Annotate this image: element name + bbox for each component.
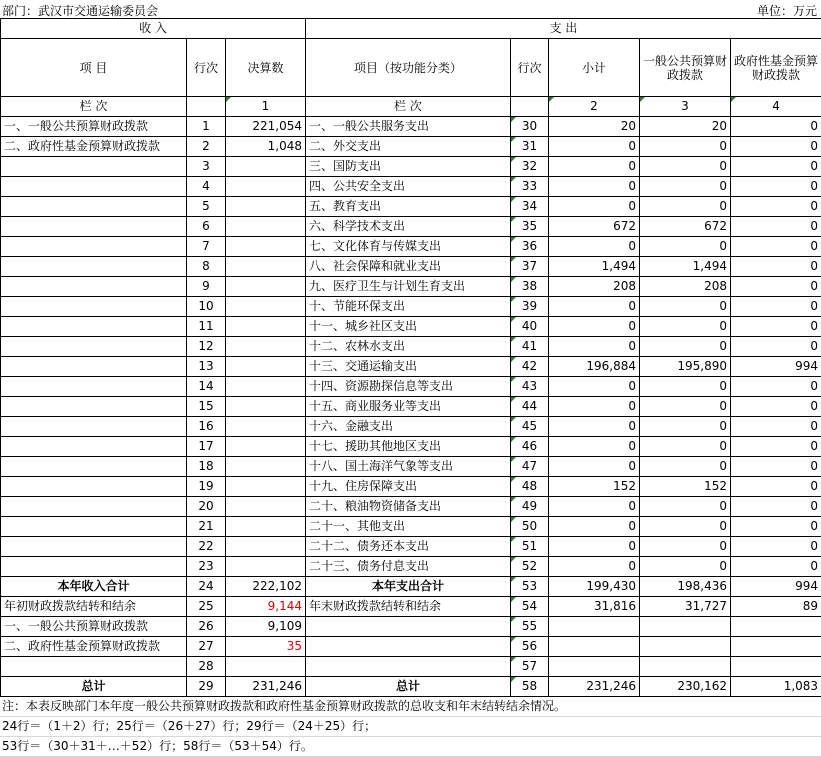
row-no: 37 <box>511 257 549 277</box>
income-value <box>226 237 306 257</box>
header-row-columns <box>1 39 821 97</box>
row-no: 31 <box>511 137 549 157</box>
expense-general-budget: 0 <box>640 197 731 217</box>
footnote-line: 53行＝（30＋31＋…＋52）行；58行＝（53＋54）行。 <box>0 737 821 757</box>
row-no: 54 <box>511 597 549 617</box>
expense-subtotal: 20 <box>549 117 640 137</box>
income-section-header: 收 入 <box>1 19 306 39</box>
expense-section-header: 支 出 <box>306 19 821 39</box>
table-row <box>1 337 821 357</box>
expense-item: 十、节能环保支出 <box>306 297 511 317</box>
expense-item: 三、国防支出 <box>306 157 511 177</box>
table-row <box>1 177 821 197</box>
expense-item: 十八、国土海洋气象等支出 <box>306 457 511 477</box>
financial-allocation-table <box>0 18 821 697</box>
empty-cell <box>306 617 511 637</box>
grand-total-fund: 1,083 <box>731 677 821 697</box>
table-row <box>1 137 821 157</box>
income-item <box>1 337 187 357</box>
row-no: 2 <box>187 137 226 157</box>
expense-gov-fund: 0 <box>731 497 821 517</box>
table-row <box>1 497 821 517</box>
empty-cell <box>640 657 731 677</box>
income-value <box>226 437 306 457</box>
expense-item: 一、一般公共服务支出 <box>306 117 511 137</box>
row-no: 3 <box>187 157 226 177</box>
report-header <box>0 0 821 18</box>
income-item <box>1 277 187 297</box>
row-no: 57 <box>511 657 549 677</box>
empty-cell <box>731 657 821 677</box>
expense-gov-fund: 0 <box>731 157 821 177</box>
expense-general-budget: 0 <box>640 437 731 457</box>
income-item <box>1 517 187 537</box>
row-no: 11 <box>187 317 226 337</box>
expense-subtotal: 0 <box>549 317 640 337</box>
expense-gov-fund: 0 <box>731 417 821 437</box>
income-value <box>226 157 306 177</box>
table-row <box>1 357 821 377</box>
expense-gov-fund: 0 <box>731 317 821 337</box>
income-item <box>1 217 187 237</box>
row-no: 53 <box>511 577 549 597</box>
carryover-fund-value: 35 <box>226 637 306 657</box>
table-row <box>1 477 821 497</box>
expense-subtotal: 672 <box>549 217 640 237</box>
expense-subtotal: 0 <box>549 237 640 257</box>
row-no: 22 <box>187 537 226 557</box>
income-item <box>1 437 187 457</box>
empty-cell <box>187 97 226 117</box>
expense-item: 十七、援助其他地区支出 <box>306 437 511 457</box>
row-no: 20 <box>187 497 226 517</box>
empty-cell <box>549 617 640 637</box>
expense-subtotal: 0 <box>549 537 640 557</box>
expense-gov-fund: 0 <box>731 537 821 557</box>
expense-general-budget: 0 <box>640 177 731 197</box>
table-row <box>1 397 821 417</box>
expense-gov-fund: 0 <box>731 457 821 477</box>
expense-general-budget: 20 <box>640 117 731 137</box>
income-total-value: 222,102 <box>226 577 306 597</box>
table-row <box>1 457 821 477</box>
row-no: 24 <box>187 577 226 597</box>
table-row <box>1 117 821 137</box>
row-no: 34 <box>511 197 549 217</box>
table-row <box>1 157 821 177</box>
row-no: 18 <box>187 457 226 477</box>
col-header-gov-fund: 政府性基金预算财政拨款 <box>731 39 821 97</box>
carryover-fund-label: 二、政府性基金预算财政拨款 <box>1 637 187 657</box>
expense-subtotal: 0 <box>549 337 640 357</box>
beginning-carryover-label: 年初财政拨款结转和结余 <box>1 597 187 617</box>
income-value <box>226 537 306 557</box>
row-no: 7 <box>187 237 226 257</box>
col-header-row-no: 行次 <box>187 39 226 97</box>
expense-gov-fund: 0 <box>731 377 821 397</box>
row-no: 55 <box>511 617 549 637</box>
row-no: 14 <box>187 377 226 397</box>
table-row <box>1 417 821 437</box>
column-label-right: 栏 次 <box>306 97 511 117</box>
empty-cell <box>306 657 511 677</box>
column-label-left: 栏 次 <box>1 97 187 117</box>
expense-gov-fund: 0 <box>731 397 821 417</box>
unit-label: 单位：万元 <box>757 2 817 19</box>
expense-subtotal: 0 <box>549 417 640 437</box>
column-number-3: 3 <box>640 97 731 117</box>
income-item: 二、政府性基金预算财政拨款 <box>1 137 187 157</box>
grand-total-label-right: 总计 <box>306 677 511 697</box>
income-item <box>1 397 187 417</box>
row-no: 15 <box>187 397 226 417</box>
ending-carryover-subtotal: 31,816 <box>549 597 640 617</box>
empty-cell <box>226 657 306 677</box>
table-row <box>1 297 821 317</box>
row-no: 36 <box>511 237 549 257</box>
income-value <box>226 397 306 417</box>
col-header-item-by-function: 项目（按功能分类） <box>306 39 511 97</box>
blank-row <box>1 657 821 677</box>
income-value <box>226 297 306 317</box>
row-no: 28 <box>187 657 226 677</box>
carryover-general-value: 9,109 <box>226 617 306 637</box>
empty-cell <box>640 637 731 657</box>
expense-gov-fund: 0 <box>731 477 821 497</box>
expense-total-general: 198,436 <box>640 577 731 597</box>
expense-item: 八、社会保障和就业支出 <box>306 257 511 277</box>
expense-general-budget: 0 <box>640 537 731 557</box>
expense-subtotal: 0 <box>549 197 640 217</box>
income-item <box>1 457 187 477</box>
expense-item: 五、教育支出 <box>306 197 511 217</box>
carryover-sub1-row <box>1 617 821 637</box>
row-no: 40 <box>511 317 549 337</box>
row-no: 56 <box>511 637 549 657</box>
grand-total-label-left: 总计 <box>1 677 187 697</box>
table-row <box>1 537 821 557</box>
row-no: 8 <box>187 257 226 277</box>
expense-gov-fund: 0 <box>731 197 821 217</box>
row-no: 19 <box>187 477 226 497</box>
expense-general-budget: 1,494 <box>640 257 731 277</box>
row-no: 16 <box>187 417 226 437</box>
row-no: 39 <box>511 297 549 317</box>
table-row <box>1 557 821 577</box>
row-no: 1 <box>187 117 226 137</box>
expense-gov-fund: 0 <box>731 557 821 577</box>
expense-subtotal: 0 <box>549 557 640 577</box>
row-no: 38 <box>511 277 549 297</box>
empty-cell <box>731 637 821 657</box>
col-header-final-amount: 决算数 <box>226 39 306 97</box>
row-no: 47 <box>511 457 549 477</box>
expense-gov-fund: 0 <box>731 257 821 277</box>
ending-carryover-general: 31,727 <box>640 597 731 617</box>
table-row <box>1 517 821 537</box>
row-no: 58 <box>511 677 549 697</box>
income-value: 1,048 <box>226 137 306 157</box>
income-value <box>226 457 306 477</box>
expense-item: 十九、住房保障支出 <box>306 477 511 497</box>
row-no: 45 <box>511 417 549 437</box>
row-no: 29 <box>187 677 226 697</box>
expense-gov-fund: 0 <box>731 517 821 537</box>
row-no: 50 <box>511 517 549 537</box>
income-total-row <box>1 577 821 597</box>
empty-cell <box>306 637 511 657</box>
empty-cell <box>1 657 187 677</box>
expense-general-budget: 0 <box>640 377 731 397</box>
expense-total-fund: 994 <box>731 577 821 597</box>
expense-general-budget: 0 <box>640 137 731 157</box>
table-row <box>1 437 821 457</box>
income-item <box>1 157 187 177</box>
expense-general-budget: 0 <box>640 397 731 417</box>
income-item <box>1 297 187 317</box>
expense-general-budget: 0 <box>640 557 731 577</box>
grand-total-row <box>1 677 821 697</box>
grand-total-general: 230,162 <box>640 677 731 697</box>
income-item <box>1 197 187 217</box>
expense-general-budget: 0 <box>640 157 731 177</box>
header-row-sections <box>1 19 821 39</box>
row-no: 13 <box>187 357 226 377</box>
row-no: 17 <box>187 437 226 457</box>
column-number-4: 4 <box>731 97 821 117</box>
row-no: 5 <box>187 197 226 217</box>
row-no: 49 <box>511 497 549 517</box>
expense-subtotal: 0 <box>549 377 640 397</box>
table-row <box>1 237 821 257</box>
income-item <box>1 237 187 257</box>
col-header-row-no-right: 行次 <box>511 39 549 97</box>
row-no: 25 <box>187 597 226 617</box>
income-value: 221,054 <box>226 117 306 137</box>
expense-subtotal: 196,884 <box>549 357 640 377</box>
income-item <box>1 357 187 377</box>
row-no: 44 <box>511 397 549 417</box>
expense-subtotal: 0 <box>549 457 640 477</box>
expense-general-budget: 0 <box>640 497 731 517</box>
income-item <box>1 477 187 497</box>
row-no: 52 <box>511 557 549 577</box>
empty-cell <box>511 97 549 117</box>
column-number-1: 1 <box>226 97 306 117</box>
expense-general-budget: 672 <box>640 217 731 237</box>
expense-item: 七、文化体育与传媒支出 <box>306 237 511 257</box>
carryover-sub2-row <box>1 637 821 657</box>
department-label: 部门：武汉市交通运输委员会 <box>2 2 158 19</box>
expense-gov-fund: 994 <box>731 357 821 377</box>
expense-gov-fund: 0 <box>731 237 821 257</box>
carryover-row <box>1 597 821 617</box>
expense-gov-fund: 0 <box>731 337 821 357</box>
carryover-general-label: 一、一般公共预算财政拨款 <box>1 617 187 637</box>
row-no: 33 <box>511 177 549 197</box>
expense-item: 十二、农林水支出 <box>306 337 511 357</box>
table-row <box>1 277 821 297</box>
expense-general-budget: 152 <box>640 477 731 497</box>
beginning-carryover-value: 9,144 <box>226 597 306 617</box>
row-no: 43 <box>511 377 549 397</box>
income-item <box>1 497 187 517</box>
expense-item: 十六、金融支出 <box>306 417 511 437</box>
ending-carryover-label: 年末财政拨款结转和结余 <box>306 597 511 617</box>
expense-general-budget: 195,890 <box>640 357 731 377</box>
row-no: 21 <box>187 517 226 537</box>
income-item <box>1 557 187 577</box>
empty-cell <box>549 637 640 657</box>
income-value <box>226 517 306 537</box>
row-no: 41 <box>511 337 549 357</box>
expense-subtotal: 0 <box>549 397 640 417</box>
row-no: 10 <box>187 297 226 317</box>
income-item: 一、一般公共预算财政拨款 <box>1 117 187 137</box>
expense-item: 二十三、债务付息支出 <box>306 557 511 577</box>
col-header-general-budget: 一般公共预算财政拨款 <box>640 39 731 97</box>
income-value <box>226 177 306 197</box>
column-number-2: 2 <box>549 97 640 117</box>
income-value <box>226 357 306 377</box>
footnotes <box>0 697 821 757</box>
expense-general-budget: 0 <box>640 237 731 257</box>
col-header-item: 项 目 <box>1 39 187 97</box>
expense-gov-fund: 0 <box>731 117 821 137</box>
expense-gov-fund: 0 <box>731 277 821 297</box>
row-no: 35 <box>511 217 549 237</box>
expense-item: 十三、交通运输支出 <box>306 357 511 377</box>
expense-subtotal: 0 <box>549 137 640 157</box>
income-item <box>1 417 187 437</box>
expense-general-budget: 0 <box>640 337 731 357</box>
income-item <box>1 377 187 397</box>
expense-general-budget: 0 <box>640 317 731 337</box>
empty-cell <box>731 617 821 637</box>
expense-item: 四、公共安全支出 <box>306 177 511 197</box>
income-value <box>226 277 306 297</box>
income-value <box>226 417 306 437</box>
income-value <box>226 377 306 397</box>
expense-item: 二、外交支出 <box>306 137 511 157</box>
expense-general-budget: 0 <box>640 457 731 477</box>
income-value <box>226 497 306 517</box>
table-row <box>1 257 821 277</box>
expense-item: 二十、粮油物资储备支出 <box>306 497 511 517</box>
row-no: 27 <box>187 637 226 657</box>
income-value <box>226 217 306 237</box>
expense-gov-fund: 0 <box>731 177 821 197</box>
row-no: 26 <box>187 617 226 637</box>
ending-carryover-fund: 89 <box>731 597 821 617</box>
expense-item: 二十一、其他支出 <box>306 517 511 537</box>
income-value <box>226 257 306 277</box>
row-no: 46 <box>511 437 549 457</box>
row-no: 12 <box>187 337 226 357</box>
income-value <box>226 197 306 217</box>
expense-general-budget: 208 <box>640 277 731 297</box>
row-no: 51 <box>511 537 549 557</box>
row-no: 4 <box>187 177 226 197</box>
table-row <box>1 317 821 337</box>
footnote-line: 注：本表反映部门本年度一般公共预算财政拨款和政府性基金预算财政拨款的总收支和年末结转结余情况。 <box>0 697 821 717</box>
row-no: 32 <box>511 157 549 177</box>
expense-item: 九、医疗卫生与计划生育支出 <box>306 277 511 297</box>
income-value <box>226 317 306 337</box>
empty-cell <box>549 657 640 677</box>
expense-subtotal: 0 <box>549 157 640 177</box>
col-header-subtotal: 小计 <box>549 39 640 97</box>
grand-total-subtotal: 231,246 <box>549 677 640 697</box>
expense-general-budget: 0 <box>640 517 731 537</box>
income-value <box>226 477 306 497</box>
expense-subtotal: 0 <box>549 297 640 317</box>
income-item <box>1 257 187 277</box>
expense-gov-fund: 0 <box>731 217 821 237</box>
row-no: 42 <box>511 357 549 377</box>
table-row <box>1 197 821 217</box>
empty-cell <box>640 617 731 637</box>
income-value <box>226 337 306 357</box>
expense-item: 六、科学技术支出 <box>306 217 511 237</box>
expense-subtotal: 0 <box>549 497 640 517</box>
expense-item: 十四、资源勘探信息等支出 <box>306 377 511 397</box>
expense-subtotal: 208 <box>549 277 640 297</box>
expense-item: 十五、商业服务业等支出 <box>306 397 511 417</box>
expense-total-subtotal: 199,430 <box>549 577 640 597</box>
expense-subtotal: 152 <box>549 477 640 497</box>
income-item <box>1 537 187 557</box>
grand-total-income: 231,246 <box>226 677 306 697</box>
row-no: 23 <box>187 557 226 577</box>
expense-general-budget: 0 <box>640 417 731 437</box>
expense-gov-fund: 0 <box>731 437 821 457</box>
income-item <box>1 317 187 337</box>
expense-subtotal: 0 <box>549 517 640 537</box>
expense-total-label: 本年支出合计 <box>306 577 511 597</box>
row-no: 9 <box>187 277 226 297</box>
column-number-row <box>1 97 821 117</box>
expense-gov-fund: 0 <box>731 297 821 317</box>
expense-gov-fund: 0 <box>731 137 821 157</box>
income-item <box>1 177 187 197</box>
expense-subtotal: 1,494 <box>549 257 640 277</box>
income-value <box>226 557 306 577</box>
expense-item: 十一、城乡社区支出 <box>306 317 511 337</box>
income-total-label: 本年收入合计 <box>1 577 187 597</box>
row-no: 48 <box>511 477 549 497</box>
table-row <box>1 217 821 237</box>
expense-item: 二十二、债务还本支出 <box>306 537 511 557</box>
row-no: 30 <box>511 117 549 137</box>
footnote-line: 24行＝（1＋2）行；25行＝（26＋27）行；29行＝（24＋25）行； <box>0 717 821 737</box>
row-no: 6 <box>187 217 226 237</box>
expense-general-budget: 0 <box>640 297 731 317</box>
expense-subtotal: 0 <box>549 437 640 457</box>
table-row <box>1 377 821 397</box>
expense-subtotal: 0 <box>549 177 640 197</box>
